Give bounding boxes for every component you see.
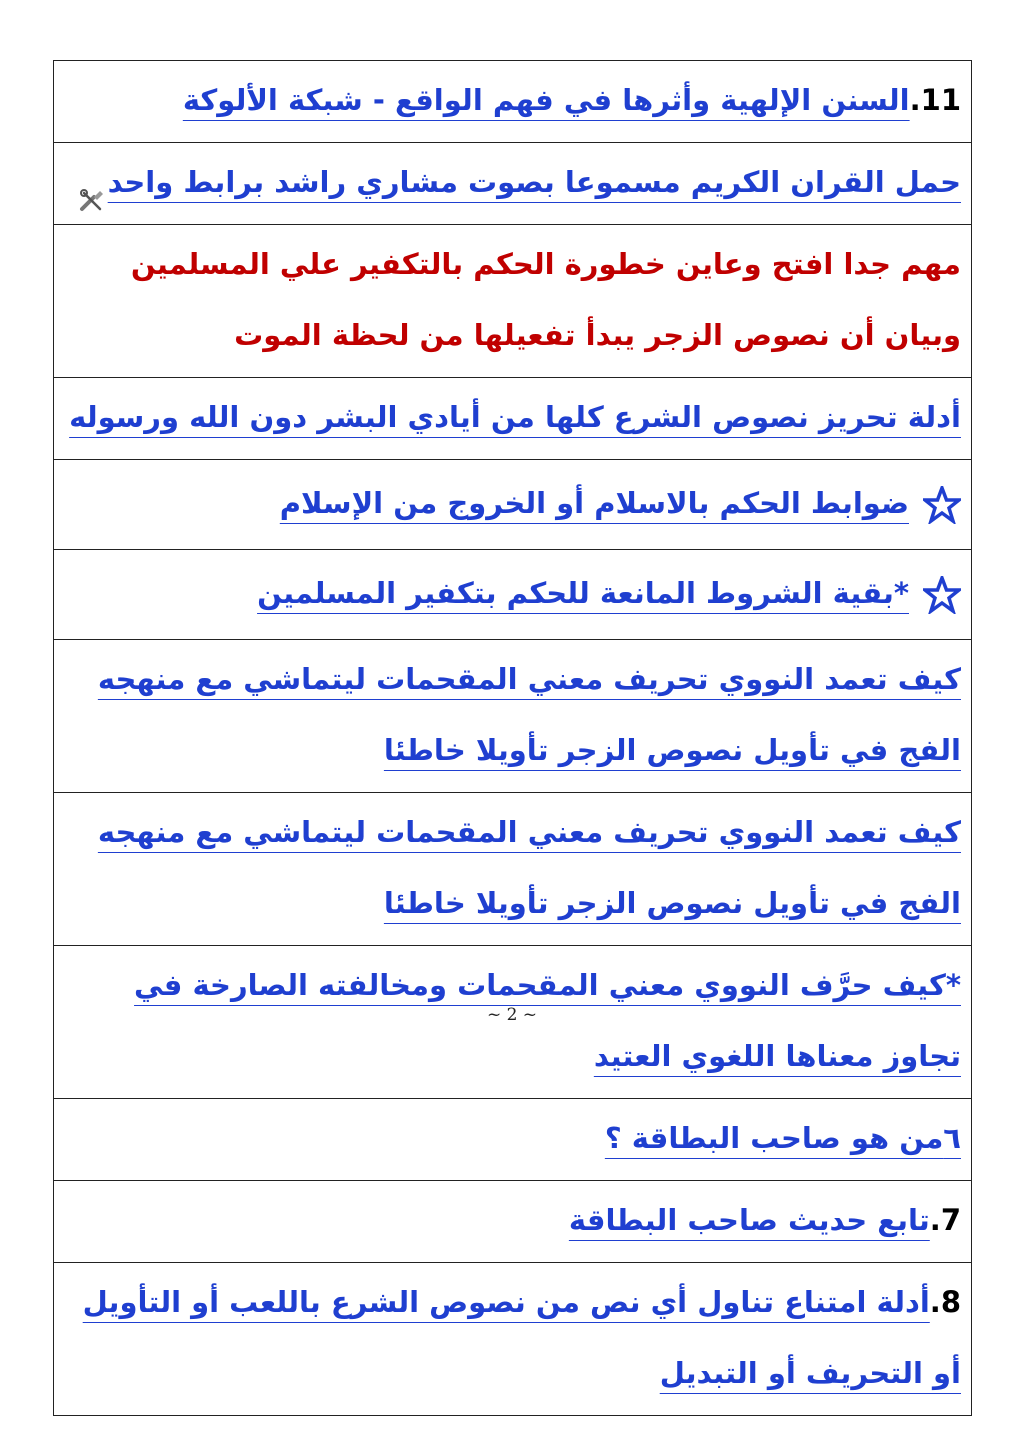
table-cell: [54, 1181, 972, 1263]
link-divine-laws[interactable]: السنن الإلهية وأثرها في فهم الواقع - شبكة الألوكة: [182, 83, 910, 117]
table-cell: [54, 1099, 972, 1181]
table-row: [54, 225, 972, 378]
table-cell: [54, 225, 972, 378]
table-cell: [54, 61, 972, 143]
alert-text: مهم جدا افتح وعاين خطورة الحكم بالتكفير علي المسلمين وبيان أن نصوص الزجر يبدأ تفعيلها من لحظة الموت: [130, 247, 961, 352]
table-cell: [54, 793, 972, 946]
item-number: 11.: [909, 83, 961, 117]
link-scripture-protection[interactable]: أدلة تحريز نصوص الشرع كلها من أيادي البشر دون الله ورسوله: [69, 400, 961, 434]
table-row: [54, 640, 972, 793]
star-icon: [923, 486, 961, 524]
page-number: ~ 2 ~: [486, 1005, 538, 1025]
link-quran-download[interactable]: [78, 165, 961, 199]
link-takfir-conditions[interactable]: *بقية الشروط المانعة للحكم بتكفير المسلمين: [257, 576, 909, 610]
star-icon: [923, 576, 961, 614]
table-row: [54, 143, 972, 225]
link-islam-rulings[interactable]: ضوابط الحكم بالاسلام أو الخروج من الإسلام: [279, 486, 909, 520]
table-row: [54, 61, 972, 143]
table-row: [54, 793, 972, 946]
table-cell: [54, 1263, 972, 1416]
link-card-hadith[interactable]: تابع حديث صاحب البطاقة: [568, 1203, 930, 1237]
tool-icon: [78, 170, 106, 198]
table-row: [54, 1099, 972, 1181]
item-number: 8.: [929, 1285, 961, 1319]
table-cell: [54, 378, 972, 460]
link-scripture-evidence[interactable]: أدلة امتناع تناول أي نص من نصوص الشرع باللعب أو التأويل أو التحريف أو التبديل: [82, 1285, 961, 1390]
table-row: [54, 460, 972, 550]
table-row: [54, 1263, 972, 1416]
link-card-owner[interactable]: ٦من هو صاحب البطاقة ؟: [604, 1121, 961, 1155]
table-cell: [54, 460, 972, 550]
link-nawawi-3[interactable]: *كيف حرَّف النووي معني المقحمات ومخالفته الصارخة في تجاوز معناها اللغوي العتيد: [134, 968, 961, 1073]
table-cell: [54, 143, 972, 225]
table-row: [54, 1181, 972, 1263]
table-row: [54, 550, 972, 640]
table-cell: [54, 640, 972, 793]
link-nawawi-2[interactable]: كيف تعمد النووي تحريف معني المقحمات ليتماشي مع منهجه الفج في تأويل نصوص الزجر تأويلا خاطئا: [97, 815, 961, 920]
link-text: حمل القران الكريم مسموعا بصوت مشاري راشد برابط واحد: [107, 165, 961, 199]
links-table: [53, 60, 972, 1416]
item-number: 7.: [929, 1203, 961, 1237]
table-row: [54, 378, 972, 460]
link-nawawi-1[interactable]: كيف تعمد النووي تحريف معني المقحمات ليتماشي مع منهجه الفج في تأويل نصوص الزجر تأويلا خاطئا: [97, 662, 961, 767]
table-cell: [54, 550, 972, 640]
